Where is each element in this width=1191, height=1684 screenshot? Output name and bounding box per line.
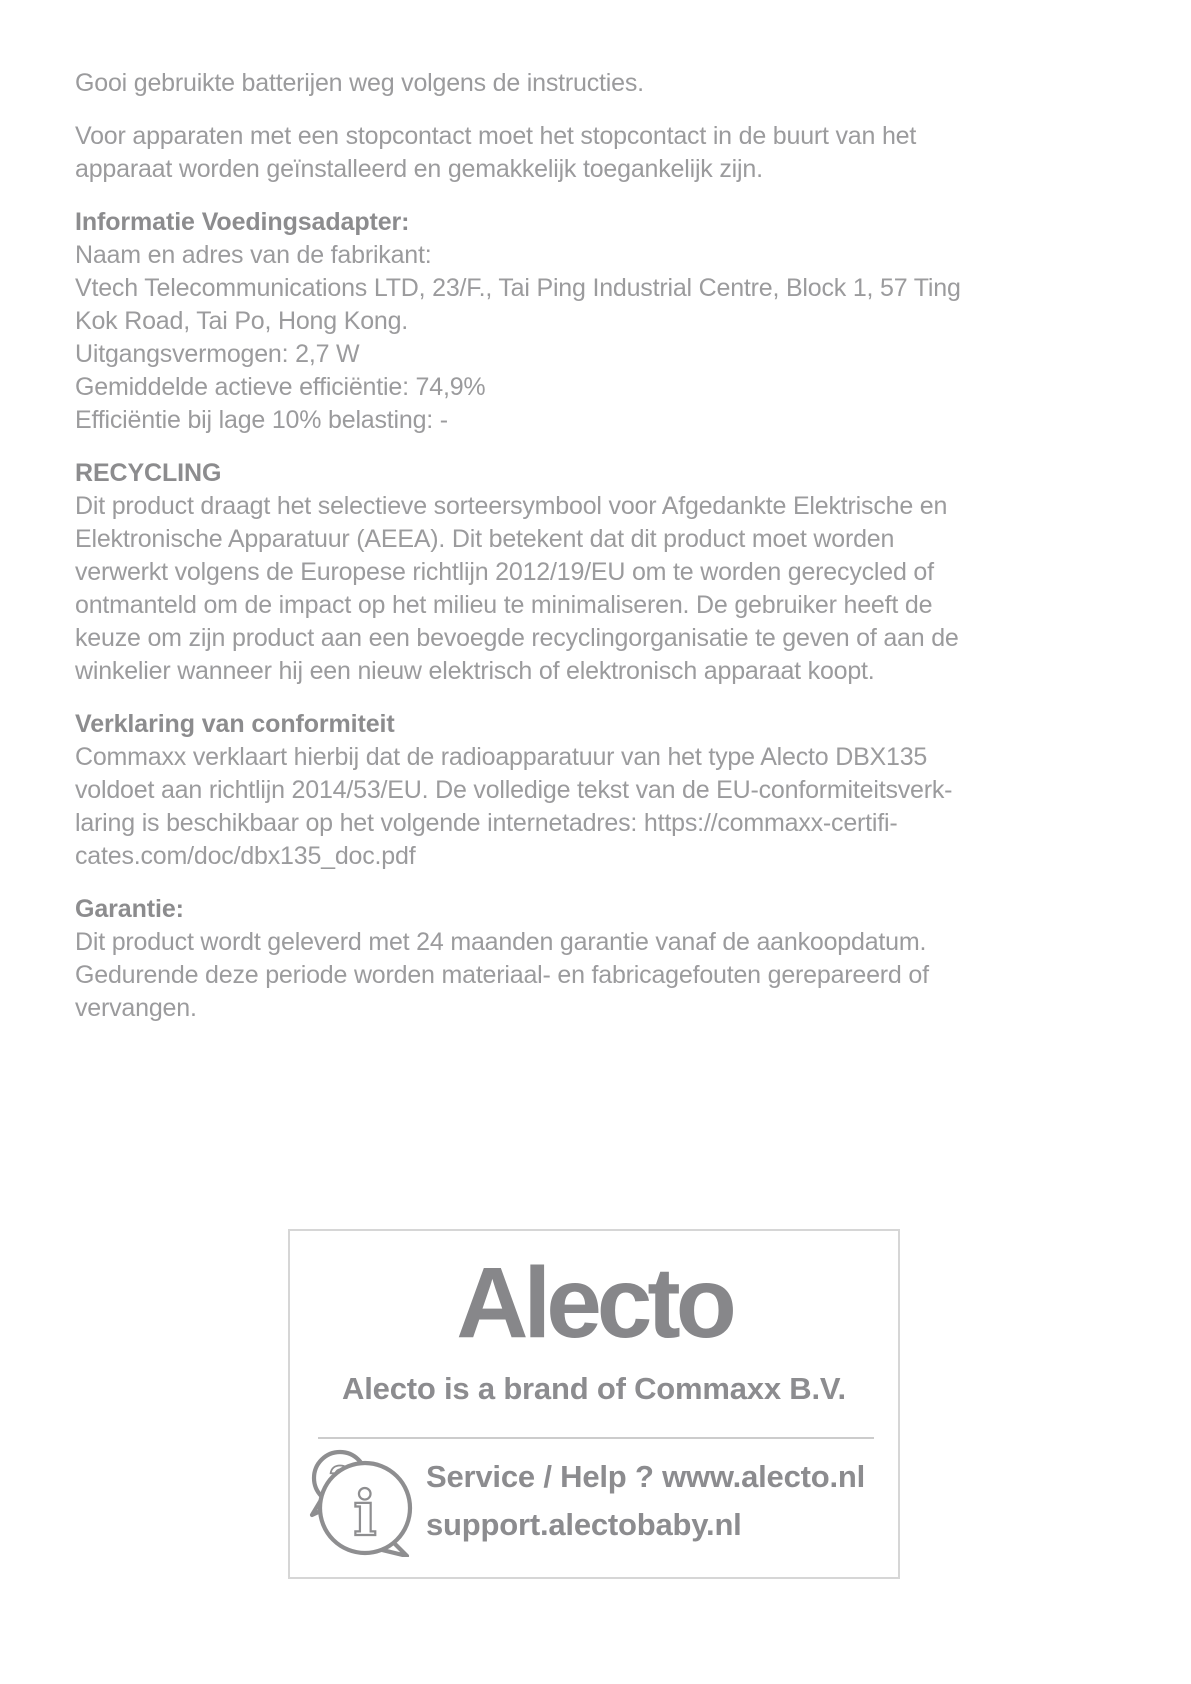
- divider-line: [318, 1437, 874, 1439]
- text-line: ontmanteld om de impact op het milieu te minimaliseren. De gebruiker heeft de: [75, 591, 933, 619]
- section-declaration-of-conformity: [75, 708, 961, 873]
- text-line: Elektronische Apparatuur (AEEA). Dit betekent dat dit product moet worden: [75, 525, 895, 553]
- service-help-line: Service / Help ? www.alecto.nl: [426, 1459, 866, 1494]
- text-line: Vtech Telecommunications LTD, 23/F., Tai Ping Industrial Centre, Block 1, 57 Ting: [75, 274, 961, 302]
- text-line: Commaxx verklaart hierbij dat de radioapparatuur van het type Alecto DBX135: [75, 743, 928, 771]
- text-line: winkelier wanneer hij een nieuw elektrisch of elektronisch apparaat koopt.: [75, 657, 875, 685]
- text-line: Dit product wordt geleverd met 24 maanden garantie vanaf de aankoopdatum.: [75, 928, 927, 956]
- svg-text:i: i: [353, 1477, 377, 1550]
- support-url-line: support.alectobaby.nl: [426, 1507, 742, 1542]
- text-line: voldoet aan richtlijn 2014/53/EU. De volledige tekst van de EU-conformiteitsverk-: [75, 776, 953, 804]
- brand-statement: Alecto is a brand of Commaxx B.V.: [342, 1371, 846, 1406]
- section-batteries: [75, 67, 961, 100]
- service-help-text: [426, 1453, 865, 1549]
- section-heading: Garantie:: [75, 895, 184, 923]
- body-text: [75, 67, 961, 1045]
- text-line: cates.com/doc/dbx135_doc.pdf: [75, 842, 416, 870]
- text-line: Gemiddelde actieve efficiëntie: 74,9%: [75, 373, 486, 401]
- text-line: Dit product draagt het selectieve sorteersymbool voor Afgedankte Elektrische en: [75, 492, 948, 520]
- section-socket: [75, 120, 961, 186]
- text-line: Gedurende deze periode worden materiaal- en fabricagefouten gerepareerd of: [75, 961, 929, 989]
- info-speech-bubble-icon: [320, 1463, 410, 1556]
- text-line: vervangen.: [75, 994, 197, 1022]
- text-line: verwerkt volgens de Europese richtlijn 2012/19/EU om te worden gerecycled of: [75, 558, 934, 586]
- service-help-row: [304, 1445, 898, 1557]
- text-line: keuze om zijn product aan een bevoegde recyclingorganisatie te geven of aan de: [75, 624, 959, 652]
- text-line: Gooi gebruikte batterijen weg volgens de instructies.: [75, 69, 644, 97]
- section-warranty: [75, 893, 961, 1025]
- section-heading: Verklaring van conformiteit: [75, 710, 395, 738]
- text-line: Kok Road, Tai Po, Hong Kong.: [75, 307, 409, 335]
- text-line: Efficiëntie bij lage 10% belasting: -: [75, 406, 448, 434]
- text-line: Uitgangsvermogen: 2,7 W: [75, 340, 360, 368]
- text-line: Naam en adres van de fabrikant:: [75, 241, 432, 269]
- brand-box: [288, 1229, 900, 1579]
- text-line: apparaat worden geïnstalleerd en gemakkelijk toegankelijk zijn.: [75, 155, 763, 183]
- text-line: laring is beschikbaar op het volgende internetadres: https://commaxx-certifi-: [75, 809, 898, 837]
- section-heading: Informatie Voedingsadapter:: [75, 208, 410, 236]
- text-line: Voor apparaten met een stopcontact moet het stopcontact in de buurt van het: [75, 122, 917, 150]
- section-power-adapter-info: [75, 206, 961, 437]
- alecto-logo: Alecto: [456, 1247, 732, 1359]
- section-heading: RECYCLING: [75, 459, 222, 487]
- info-help-speech-bubbles-icon: [304, 1445, 416, 1557]
- section-recycling: [75, 457, 961, 688]
